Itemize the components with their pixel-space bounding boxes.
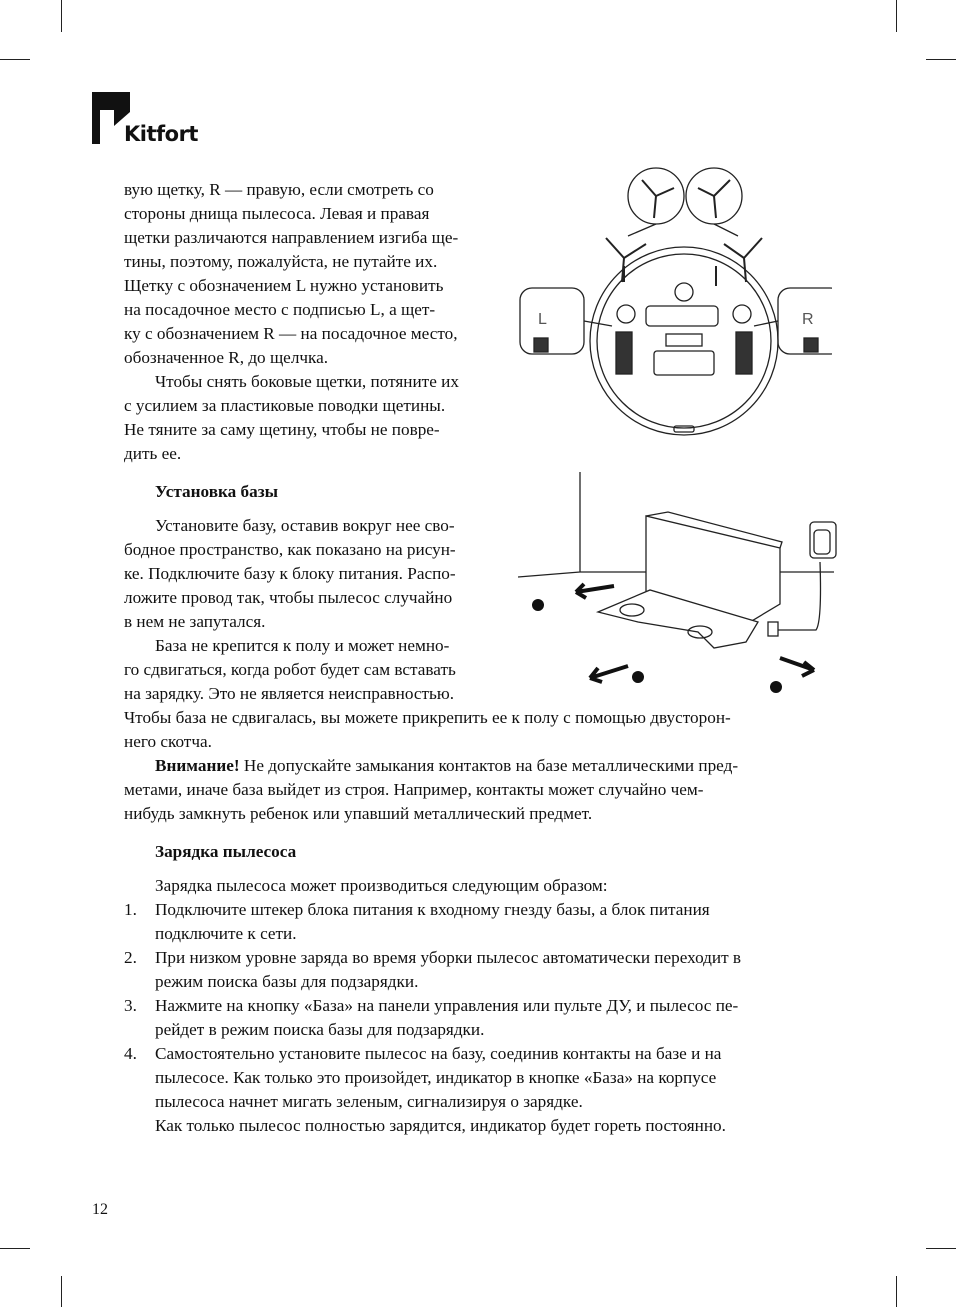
- list-item: [124, 1042, 741, 1138]
- base-paragraph-continued: [124, 706, 731, 754]
- list-item-number: 3.: [124, 996, 137, 1015]
- text-line: на зарядку. Это не является неисправностью.: [124, 684, 454, 703]
- page-number: 12: [92, 1201, 108, 1218]
- list-item-line: пылесоса начнет мигать зеленым, сигнализируя о зарядке.: [155, 1092, 583, 1111]
- text-line: щетки различаются направлением изгиба ще-: [124, 228, 459, 247]
- list-item: [124, 898, 741, 946]
- bullet-icon: [532, 599, 544, 611]
- list-item-line: При низком уровне заряда во время уборки пылесос автоматически переходит в: [155, 948, 742, 967]
- text-line: нибудь замкнуть ребенок или упавший металлический предмет.: [124, 804, 593, 823]
- crop-mark: [926, 59, 956, 60]
- list-item-line: Как только пылесос полностью зарядится, индикатор будет гореть постоянно.: [155, 1116, 726, 1135]
- text-line: Чтобы база не сдвигалась, вы можете прикрепить ее к полу с помощью двусторон-: [124, 708, 731, 727]
- crop-mark: [61, 0, 62, 32]
- brush-label-right: R: [802, 311, 814, 328]
- arrow-icon: [590, 666, 628, 682]
- charging-intro: Зарядка пылесоса может производиться следующим образом:: [155, 876, 608, 895]
- text-line: на посадочное место с подписью L, а щет-: [124, 300, 436, 319]
- text-line: метами, иначе база выйдет из строя. Например, контакты может случайно чем-: [124, 780, 704, 799]
- crop-mark: [0, 59, 30, 60]
- list-item-line: Нажмите на кнопку «База» на панели управления или пульте ДУ, и пылесос пе-: [155, 996, 739, 1015]
- text-line: Щетку с обозначением L нужно установить: [124, 276, 444, 295]
- charging-section-heading: Зарядка пылесоса: [155, 842, 297, 861]
- base-section-heading: Установка базы: [155, 482, 279, 501]
- crop-mark: [61, 1276, 62, 1307]
- crop-mark: [896, 1276, 897, 1307]
- text-line: в нем не запутался.: [124, 612, 266, 631]
- list-item-line: подключите к сети.: [155, 924, 297, 943]
- list-item-line: пылесосе. Как только это произойдет, индикатор в кнопке «База» на корпусе: [155, 1068, 717, 1087]
- arrow-icon: [576, 584, 614, 598]
- text-line: тины, поэтому, пожалуйста, не путайте их.: [124, 252, 438, 271]
- arrow-icon: [780, 658, 814, 676]
- list-item-number: 1.: [124, 900, 137, 919]
- list-item-line: Подключите штекер блока питания к входному гнезду базы, а блок питания: [155, 900, 710, 919]
- brand-name: Kitfort: [124, 122, 198, 146]
- warning-label: Внимание!: [155, 756, 240, 775]
- crop-mark: [0, 1248, 30, 1249]
- bullet-icon: [770, 681, 782, 693]
- text-line: ложите провод так, чтобы пылесос случайно: [124, 588, 453, 607]
- text-line: Чтобы снять боковые щетки, потяните их: [155, 372, 459, 391]
- brush-label-left: L: [538, 311, 547, 328]
- text-line: стороны днища пылесоса. Левая и правая: [124, 204, 430, 223]
- list-item-line: режим поиска базы для подзарядки.: [155, 972, 419, 991]
- list-item: [124, 946, 741, 994]
- list-item-line: Самостоятельно установите пылесос на базу, соединив контакты на базе и на: [155, 1044, 722, 1063]
- text-line: Установите базу, оставив вокруг нее сво-: [155, 516, 455, 535]
- text-line: обозначенное R, до щелчка.: [124, 348, 329, 367]
- intro-paragraph: [124, 178, 459, 466]
- list-item: [124, 994, 741, 1042]
- text-line: бодное пространство, как показано на рисун-: [124, 540, 456, 559]
- list-item-number: 4.: [124, 1044, 137, 1063]
- side-brush-diagram: [516, 166, 832, 438]
- bullet-icon: [632, 671, 644, 683]
- list-item-line: рейдет в режим поиска базы для подзарядки.: [155, 1020, 485, 1039]
- text-line: с усилием за пластиковые поводки щетины.: [124, 396, 446, 415]
- charging-steps-list: [124, 898, 741, 1138]
- list-item-number: 2.: [124, 948, 137, 967]
- text-line: дить ее.: [124, 444, 182, 463]
- text-line: ке. Подключите базу к блоку питания. Распо-: [124, 564, 456, 583]
- crop-mark: [896, 0, 897, 32]
- base-paragraph: [124, 514, 456, 706]
- crop-mark: [926, 1248, 956, 1249]
- warning-text: Не допускайте замыкания контактов на базе металлическими пред-: [239, 756, 739, 775]
- base-installation-diagram: [518, 472, 838, 694]
- text-line: него скотча.: [124, 732, 212, 751]
- text-line: Не тяните за саму щетину, чтобы не повре-: [124, 420, 440, 439]
- text-line: вую щетку, R — правую, если смотреть со: [124, 180, 434, 199]
- text-line: ку с обозначением R — на посадочное место,: [124, 324, 458, 343]
- warning-paragraph: [124, 754, 738, 826]
- text-line: База не крепится к полу и может немно-: [155, 636, 450, 655]
- text-line: го сдвигаться, когда робот будет сам вставать: [124, 660, 456, 679]
